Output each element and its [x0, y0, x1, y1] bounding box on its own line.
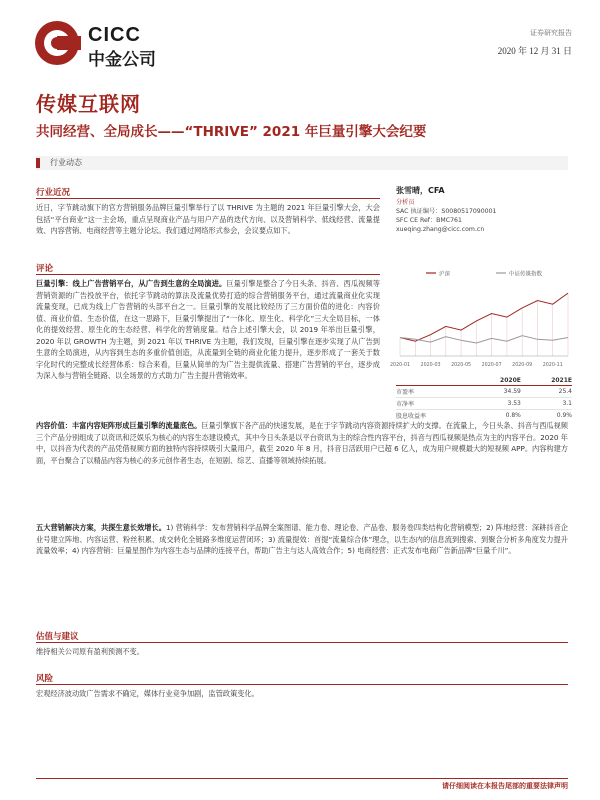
analyst-email[interactable]: xueqing.zhang@cicc.com.cn [396, 226, 485, 233]
analyst-sfc: SFC CE Ref：BMC761 [396, 217, 462, 224]
stats-header: 2020E [470, 376, 521, 386]
index-chart-svg [389, 266, 572, 370]
section-text-valuation: 维持相关公司原有盈利预测不变。 [36, 647, 144, 656]
legend-label: 中证传媒指数 [509, 271, 543, 278]
stats-table [396, 376, 572, 421]
section-rule [36, 274, 380, 275]
legal-footer: 请仔细阅读在本报告尾部的重要法律声明 [36, 778, 568, 790]
section-heading-valuation: 估值与建议 [36, 632, 79, 642]
comment-p1-lead: 巨量引擎：线上广告营销平台，从广告到生意的全局演进。 [36, 279, 227, 288]
stats-value: 3.1 [521, 398, 572, 410]
logo-text-en: CICC [88, 24, 141, 46]
stats-label: 市净率 [396, 398, 470, 410]
stats-value: 0.9% [521, 410, 572, 422]
page-title: 传媒互联网 [36, 92, 141, 116]
section-heading-overview: 行业近况 [36, 188, 71, 198]
stats-value: 34.59 [470, 386, 521, 398]
stats-label: 股息收益率 [396, 410, 470, 422]
x-tick-label: 2020-05 [451, 363, 472, 368]
x-tick-label: 2020-01 [389, 363, 411, 368]
logo-text-cn: 中金公司 [88, 50, 156, 70]
stats-header: 2021E [521, 376, 572, 386]
report-tag: 行业动态 [50, 158, 82, 167]
section-rule [36, 642, 568, 643]
comment-paragraph-1 [36, 278, 380, 382]
analyst-sac: SAC 执证编号：S0080517090001 [396, 208, 497, 215]
comment-paragraph-2 [36, 420, 568, 466]
comment-p2-text: 巨量引擎旗下各产品的快速发展，是在于字节跳动内容资源持续扩大的支撑。在流量上，今日头条、抖音与西瓜视频三个产品分别组成了以资讯和泛娱乐为核心的内容生态建设模式，其中今日头条是以平台资讯为主的综合性内容平台，抖音与西瓜视频是热点为主的内容平台。2020 年中，以抖音为代表的产品凭借视频方面的独特内容持续吸引大量用户，截至 2020 年 8 月，抖音日活跃用户已超 6 亿人，成为用户规模最大的短视频 APP。内容构建方面，平台聚合了以精品内容为核心的多元创作者生态，在短剧、综艺、直播等领域持续拓展。 [36, 421, 568, 465]
comment-p2-lead: 内容价值：丰富内容矩阵形成巨量引擎的流量底色。 [36, 421, 202, 430]
report-type: 证券研究报告 [530, 29, 572, 37]
analyst-name: 张雪晴，CFA [396, 186, 445, 195]
stats-header-row [396, 376, 572, 386]
x-tick-label: 2020-11 [542, 363, 563, 368]
valuation-stats [396, 376, 572, 421]
report-tag-bar [36, 156, 568, 170]
page-subtitle: 共同经营、全局成长——“THRIVE” 2021 年巨量引擎大会纪要 [36, 124, 427, 140]
x-tick-label: 2020-03 [420, 363, 441, 368]
cicc-logo [34, 20, 174, 70]
stats-label: 市盈率 [396, 386, 470, 398]
section-heading-risk: 风险 [36, 674, 54, 684]
tag-marker [36, 158, 40, 168]
x-tick-label: 2020-09 [512, 363, 533, 368]
stats-value: 3.53 [470, 398, 521, 410]
stats-value: 0.8% [470, 410, 521, 422]
x-tick-label: 2020-07 [481, 363, 502, 368]
stats-value: 25.4 [521, 386, 572, 398]
comment-p1-text: 巨量引擎是整合了今日头条、抖音、西瓜视频等营销资源的广告投放平台，依托字节跳动的算法及流量优势打造的综合营销服务平台，通过流量商业化实现流量变现，已成为线上广告营销的头部平台之一。巨量引擎的发展比较经历了三方面价值的进化：内容价值、商业价值、生态价值，在这一思路下，巨量引擎提出了“一体化、原生化、科学化”三大全局目标，一体化的提效经营、原生化的生态经营、科学化的营销度量。结合上述引擎大会，以 2019 年举出巨量引擎，2020 年以 GROWTH 为主题，到 2021 年以 THRIVE 为主题，我们发现，巨量引擎在逐步实现了从广告到生意的全局演进，从内容到生态的多重价值创造，从流量到全链的商业化能力提升，逐步形成了一套关于数字化时代的完整成长经营体系：综合来看，巨量从简单的为广告主提供流量、搭建广告营销的平台，逐步成为深入参与营销全链路、以全场景的方式助力广告主提升营销效率。 [36, 279, 380, 380]
section-text-overview: 近日，字节跳动旗下的官方营销服务品牌巨量引擎举行了以 THRIVE 为主题的 2021 年巨量引擎大会，大会包括“平台商业”这一主会场，重点呈现商业产品与用户产品的迭代方向、以及营销科学、低线经营、流量提效、内容营销、电商经营等主题分论坛。我们通过网络形式参会，会议要点如下。 [36, 203, 380, 235]
analyst-block [396, 186, 572, 234]
report-date: 2020 年 12 月 31 日 [497, 46, 572, 56]
stats-header [396, 376, 470, 386]
section-heading-comment: 评论 [36, 264, 54, 274]
section-rule [36, 684, 568, 685]
legend-label: 沪深 [439, 271, 451, 278]
section-text-risk: 宏观经济波动致广告需求不确定，媒体行业竞争加剧，监管政策变化。 [36, 689, 259, 698]
table-row [396, 398, 572, 410]
analyst-role: 分析员 [396, 199, 415, 206]
table-row [396, 386, 572, 398]
comment-paragraph-3 [36, 522, 568, 557]
cicc-logo-icon [34, 20, 80, 66]
comment-p3-text: 1) 营销科学：发布营销科学品牌全案图谱、能力卷、理论卷、产品卷、服务卷四类结构化营销模型；2) 阵地经营：深耕抖音企业号建立阵地、内容运营、粉丝积累、成交转化全链路多维度运营闭环；3) 流量提效：首提“流量综合体”理念，以生态内的信息流到搜索、到聚合分析多角度发力提升流量效率；4) 内容营销：巨量星图作为内容生态与品牌的连接平台，帮助广告主与达人高效合作；5) 电商经营：正式发布电商广告新品牌“巨量千川”。 [36, 523, 568, 555]
index-chart [389, 266, 572, 370]
table-row [396, 410, 572, 422]
series-line-0 [400, 293, 568, 341]
comment-p3-lead: 五大营销解决方案，共探生意长效增长。 [36, 523, 166, 532]
section-rule [36, 198, 380, 199]
